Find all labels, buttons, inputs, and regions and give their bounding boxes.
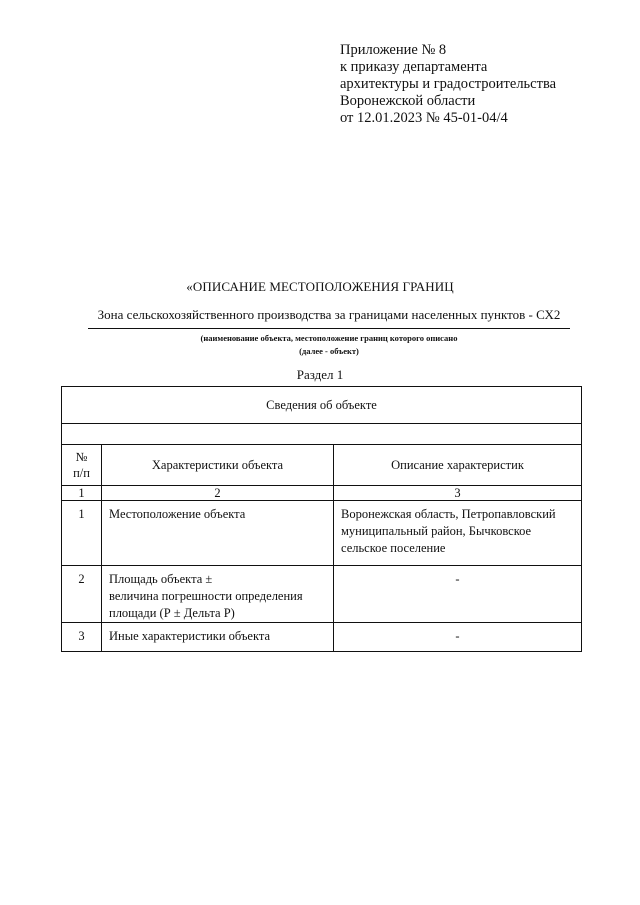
table-row — [62, 501, 582, 566]
row-description-cell — [334, 501, 582, 566]
row-number: 1 — [78, 507, 85, 521]
header-description: Описание характеристик — [334, 445, 582, 486]
characteristic-line: величина погрешности определения — [109, 589, 303, 603]
description-line: Воронежская область, Петропавловский — [341, 507, 556, 521]
caption-line: (наименование объекта, местоположение границ которого описано — [200, 333, 458, 343]
zone-underline — [88, 328, 570, 329]
header-number — [62, 445, 102, 486]
zone-caption — [88, 332, 570, 357]
row-number-cell — [62, 501, 102, 566]
section-title: Раздел 1 — [296, 367, 344, 382]
characteristic-line: площади (Р ± Дельта Р) — [109, 606, 235, 620]
row-characteristic-cell — [102, 501, 334, 566]
appendix-line: Приложение № 8 — [340, 42, 447, 58]
table-index-row — [62, 486, 582, 501]
characteristic-line: Местоположение объекта — [109, 507, 246, 521]
header-number-line: п/п — [73, 466, 90, 480]
row-number-cell — [62, 566, 102, 623]
row-characteristic — [102, 566, 333, 622]
characteristic-line: Иные характеристики объекта — [109, 629, 271, 643]
empty-cell — [62, 424, 582, 445]
table-header-row — [62, 445, 582, 486]
appendix-line: от 12.01.2023 № 45-01-04/4 — [340, 110, 508, 126]
header-number-line: № — [75, 450, 88, 464]
row-description: - — [455, 629, 460, 643]
index-cell: 2 — [102, 486, 334, 501]
index-cell: 3 — [334, 486, 582, 501]
index-cell: 1 — [62, 486, 102, 501]
row-characteristic — [102, 501, 333, 523]
row-description-cell — [334, 566, 582, 623]
table-title: Сведения об объекте — [62, 387, 582, 424]
row-description-cell — [334, 623, 582, 652]
row-characteristic — [102, 623, 333, 645]
appendix-line: к приказу департамента — [340, 59, 488, 75]
table-row — [62, 623, 582, 652]
object-info-table — [61, 386, 582, 652]
document-title: «ОПИСАНИЕ МЕСТОПОЛОЖЕНИЯ ГРАНИЦ — [186, 279, 454, 294]
zone-name: Зона сельскохозяйственного производства за границами населенных пунктов - СХ2 — [97, 307, 561, 322]
characteristic-line: Площадь объекта ± — [109, 572, 213, 586]
row-number: 3 — [78, 629, 85, 643]
row-characteristic-cell — [102, 566, 334, 623]
appendix-line: архитектуры и градостроительства — [340, 76, 557, 92]
row-number-cell — [62, 623, 102, 652]
row-number: 2 — [78, 572, 85, 586]
table-empty-row — [62, 424, 582, 445]
table-title-row — [62, 387, 582, 424]
description-line: муниципальный район, Бычковское — [341, 524, 532, 538]
appendix-header — [340, 42, 556, 127]
appendix-line: Воронежской области — [340, 93, 476, 109]
description-line: сельское поселение — [341, 541, 446, 555]
table-row — [62, 566, 582, 623]
row-description: - — [455, 572, 460, 586]
row-characteristic-cell — [102, 623, 334, 652]
header-characteristics: Характеристики объекта — [102, 445, 334, 486]
caption-line: (далее - объект) — [299, 345, 359, 356]
row-description — [334, 501, 581, 557]
